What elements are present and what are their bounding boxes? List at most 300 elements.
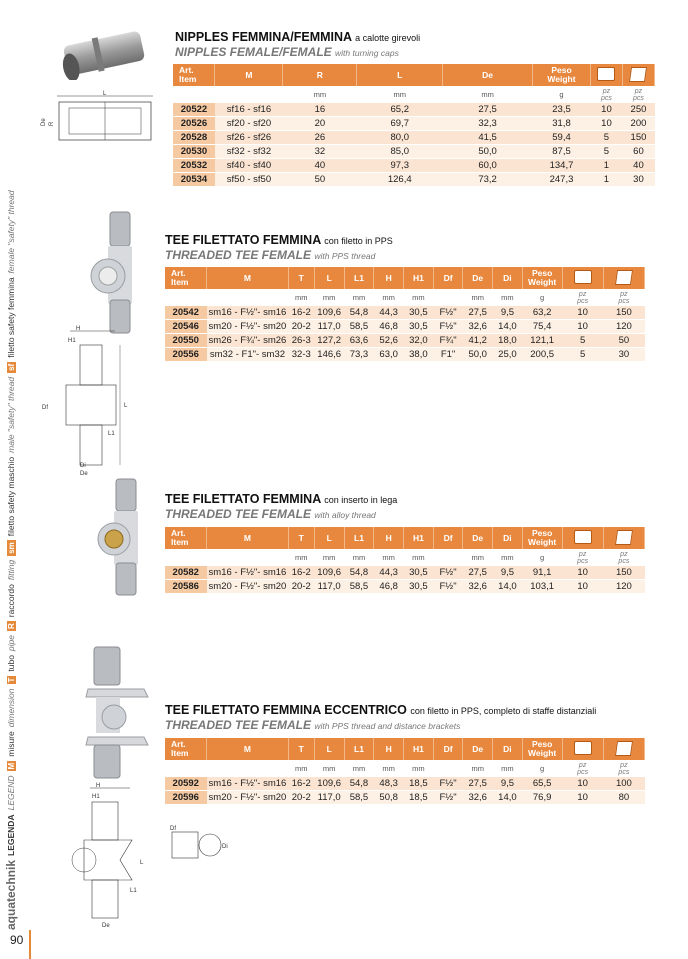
value-cell: 58,5 bbox=[344, 580, 374, 594]
value-cell: F½" bbox=[433, 306, 463, 320]
value-cell: 73,3 bbox=[344, 348, 374, 362]
unit-cell: mm bbox=[471, 293, 484, 302]
value-cell: F½" bbox=[433, 777, 463, 791]
value-cell: 117,0 bbox=[314, 580, 344, 594]
value-cell: 50,8 bbox=[374, 791, 404, 805]
unit-cell bbox=[215, 86, 283, 103]
value-cell: 146,6 bbox=[314, 348, 344, 362]
page-number-bar bbox=[29, 930, 31, 959]
legend-label-en: LEGEND bbox=[6, 775, 16, 811]
pack-box-icon-header bbox=[603, 527, 644, 549]
value-cell: sm20 - F½"- sm20 bbox=[208, 581, 287, 592]
tag-t: T bbox=[6, 677, 16, 683]
value-cell: 60 bbox=[622, 145, 654, 159]
value-cell: 10 bbox=[590, 103, 622, 117]
dim-label-h: H bbox=[96, 783, 101, 789]
legend-sm-it: filetto safety maschio bbox=[6, 456, 16, 537]
unit-cell: g bbox=[540, 293, 545, 302]
value-cell: 63,6 bbox=[344, 334, 374, 348]
column-header: Art. Item bbox=[173, 64, 215, 86]
table-row bbox=[165, 320, 645, 334]
section2-title: TEE FILETTATO FEMMINA con filetto in PPS bbox=[165, 233, 393, 247]
unit-cell: pz pcs bbox=[577, 761, 589, 776]
value-cell: sf20 - sf20 bbox=[215, 117, 283, 131]
legend-label: LEGENDA bbox=[6, 814, 16, 856]
value-cell: sm16 - F½"- sm16 bbox=[208, 567, 287, 578]
unit-cell: mm bbox=[295, 764, 308, 773]
unit-cell: mm bbox=[322, 293, 336, 302]
unit-cell: pz pcs bbox=[618, 550, 630, 565]
value-cell: 58,5 bbox=[344, 791, 374, 805]
value-cell: 46,8 bbox=[374, 580, 404, 594]
value-cell: 58,5 bbox=[344, 320, 374, 334]
section4-title: TEE FILETTATO FEMMINA ECCENTRICO con filetto in PPS, completo di staffe distanziali bbox=[165, 703, 597, 717]
legend-m-en: dimension bbox=[6, 688, 16, 728]
value-cell: 32,6 bbox=[463, 580, 493, 594]
item-code-cell: 20528 bbox=[173, 131, 215, 145]
unit-cell: mm bbox=[471, 553, 484, 562]
value-cell: 30,5 bbox=[404, 306, 434, 320]
value-cell: 127,2 bbox=[314, 334, 344, 348]
column-header: Df bbox=[433, 267, 463, 289]
value-cell: 32,3 bbox=[443, 117, 533, 131]
item-code-cell: 20532 bbox=[173, 159, 215, 173]
value-cell: 54,8 bbox=[344, 777, 374, 791]
column-header: M bbox=[207, 738, 289, 760]
column-header: Peso Weight bbox=[533, 64, 591, 86]
column-header: H bbox=[374, 527, 404, 549]
value-cell: 26-3 bbox=[288, 334, 314, 348]
value-cell: sf16 - sf16 bbox=[215, 103, 283, 117]
legend-t-it: tubo bbox=[6, 655, 16, 672]
value-cell: 126,4 bbox=[357, 173, 443, 187]
item-code-cell: 20530 bbox=[173, 145, 215, 159]
value-cell: 27,5 bbox=[463, 566, 493, 580]
column-header: Art. Item bbox=[165, 527, 207, 549]
column-header: Peso Weight bbox=[522, 738, 562, 760]
value-cell: 5 bbox=[590, 131, 622, 145]
column-header: H bbox=[374, 267, 404, 289]
value-cell: F½" bbox=[433, 580, 463, 594]
column-header: L bbox=[314, 738, 344, 760]
value-cell: 117,0 bbox=[314, 791, 344, 805]
value-cell: 120 bbox=[603, 320, 644, 334]
legend-t-en: pipe bbox=[6, 634, 16, 652]
value-cell: 109,6 bbox=[314, 777, 344, 791]
value-cell: F¾" bbox=[433, 334, 463, 348]
nipple-drawing bbox=[35, 90, 155, 150]
value-cell: 117,0 bbox=[314, 320, 344, 334]
column-header: H1 bbox=[404, 527, 434, 549]
section3-subtitle: THREADED TEE FEMALE with alloy thread bbox=[165, 507, 376, 521]
unit-cell bbox=[433, 549, 463, 566]
value-cell: 18,5 bbox=[404, 791, 434, 805]
value-cell: 10 bbox=[562, 566, 603, 580]
value-cell: 109,6 bbox=[314, 566, 344, 580]
column-header: M bbox=[207, 267, 289, 289]
pack-small-icon-header bbox=[562, 527, 603, 549]
value-cell: F½" bbox=[433, 320, 463, 334]
column-header: Peso Weight bbox=[522, 527, 562, 549]
value-cell: 5 bbox=[562, 348, 603, 362]
value-cell: 32-3 bbox=[288, 348, 314, 362]
value-cell: 23,5 bbox=[533, 103, 591, 117]
column-header: De bbox=[463, 527, 493, 549]
value-cell: 1 bbox=[590, 159, 622, 173]
unit-cell: g bbox=[559, 90, 564, 99]
dim-label-h: H bbox=[76, 326, 81, 332]
table-row bbox=[165, 306, 645, 320]
value-cell: 80 bbox=[603, 791, 644, 805]
column-header: Di bbox=[493, 267, 523, 289]
unit-cell bbox=[433, 289, 463, 306]
table-row bbox=[173, 117, 655, 131]
value-cell: 9,5 bbox=[493, 566, 523, 580]
column-header: Di bbox=[493, 738, 523, 760]
unit-cell: mm bbox=[295, 293, 308, 302]
section2-subtitle: THREADED TEE FEMALE with PPS thread bbox=[165, 248, 376, 262]
table-nipples bbox=[173, 64, 655, 187]
value-cell: 26 bbox=[283, 131, 357, 145]
dim-label-di: Di bbox=[80, 463, 86, 469]
unit-cell: mm bbox=[352, 553, 366, 562]
unit-cell: mm bbox=[393, 90, 406, 99]
value-cell: 14,0 bbox=[493, 580, 523, 594]
column-header: Di bbox=[493, 527, 523, 549]
value-cell: 20-2 bbox=[288, 320, 314, 334]
value-cell: 16-2 bbox=[288, 777, 314, 791]
value-cell: 32 bbox=[283, 145, 357, 159]
value-cell: sm16 - F½"- sm16 bbox=[208, 307, 287, 318]
value-cell: 44,3 bbox=[374, 306, 404, 320]
item-code-cell: 20592 bbox=[165, 777, 207, 791]
small-pack-icon bbox=[574, 270, 592, 284]
section1-subtitle: NIPPLES FEMALE/FEMALE with turning caps bbox=[175, 45, 399, 59]
legend-sf-en: female "safety" thread bbox=[6, 190, 16, 274]
column-header: H1 bbox=[404, 738, 434, 760]
section3-title: TEE FILETTATO FEMMINA con inserto in lega bbox=[165, 492, 398, 506]
value-cell: 30 bbox=[622, 173, 654, 187]
value-cell: sm32 - F1"- sm32 bbox=[207, 348, 289, 362]
legend-r-it: raccordo bbox=[6, 584, 16, 618]
units-row bbox=[165, 760, 645, 777]
table-tee-alloy bbox=[165, 527, 645, 594]
unit-cell: pz pcs bbox=[618, 761, 630, 776]
column-header: Art. Item bbox=[165, 267, 207, 289]
value-cell: 16-2 bbox=[288, 306, 314, 320]
value-cell: 54,8 bbox=[344, 306, 374, 320]
value-cell: 200,5 bbox=[522, 348, 562, 362]
value-cell: 20-2 bbox=[288, 580, 314, 594]
value-cell: 40 bbox=[622, 159, 654, 173]
column-header: L bbox=[314, 267, 344, 289]
value-cell: 120 bbox=[603, 580, 644, 594]
tag-sm: sm bbox=[6, 542, 16, 554]
table-tee-pps bbox=[165, 267, 645, 362]
value-cell: 30,5 bbox=[404, 566, 434, 580]
table-tee-eccentric bbox=[165, 738, 645, 805]
unit-cell: mm bbox=[471, 764, 484, 773]
value-cell: 41,5 bbox=[443, 131, 533, 145]
unit-cell: pz pcs bbox=[601, 87, 612, 102]
value-cell: 30 bbox=[603, 348, 644, 362]
value-cell: 14,0 bbox=[493, 320, 523, 334]
unit-cell: g bbox=[540, 553, 545, 562]
tee-alloy-photo bbox=[94, 477, 156, 597]
legend-m-it: misure bbox=[6, 731, 16, 757]
value-cell: 63,2 bbox=[522, 306, 562, 320]
value-cell: 10 bbox=[562, 580, 603, 594]
value-cell: F½" bbox=[433, 566, 463, 580]
unit-cell: mm bbox=[501, 553, 514, 562]
column-header: M bbox=[207, 527, 289, 549]
unit-cell bbox=[165, 760, 207, 777]
page-number: 90 bbox=[10, 933, 24, 947]
value-cell: sf50 - sf50 bbox=[215, 173, 283, 187]
dim-label-l: L bbox=[103, 91, 107, 97]
item-code-cell: 20542 bbox=[165, 306, 207, 320]
item-code-cell: 20596 bbox=[165, 791, 207, 805]
section1-title: NIPPLES FEMMINA/FEMMINA a calotte girevoli bbox=[175, 30, 421, 44]
value-cell: 32,6 bbox=[463, 791, 493, 805]
table-header-row bbox=[173, 64, 655, 86]
value-cell: 97,3 bbox=[357, 159, 443, 173]
table-row bbox=[173, 159, 655, 173]
value-cell: sf40 - sf40 bbox=[215, 159, 283, 173]
value-cell: 69,7 bbox=[357, 117, 443, 131]
value-cell: 73,2 bbox=[443, 173, 533, 187]
item-code-cell: 20556 bbox=[165, 348, 207, 362]
value-cell: 100 bbox=[603, 777, 644, 791]
value-cell: 65,2 bbox=[357, 103, 443, 117]
value-cell: 10 bbox=[590, 117, 622, 131]
value-cell: 80,0 bbox=[357, 131, 443, 145]
pack-box-icon-header bbox=[603, 738, 644, 760]
unit-cell: mm bbox=[322, 553, 336, 562]
value-cell: 40 bbox=[283, 159, 357, 173]
value-cell: 10 bbox=[562, 791, 603, 805]
dim-label-l1: L1 bbox=[130, 888, 137, 894]
column-header: M bbox=[215, 64, 283, 86]
column-header: T bbox=[288, 527, 314, 549]
value-cell: 63,0 bbox=[374, 348, 404, 362]
small-pack-icon bbox=[574, 530, 592, 544]
unit-cell: mm bbox=[412, 293, 425, 302]
value-cell: 87,5 bbox=[533, 145, 591, 159]
value-cell: sm20 - F½"- sm20 bbox=[208, 792, 287, 803]
table-row bbox=[165, 566, 645, 580]
value-cell: 16 bbox=[283, 103, 357, 117]
tee-pps-photo bbox=[86, 210, 152, 335]
unit-cell bbox=[165, 289, 207, 306]
column-header: Df bbox=[433, 527, 463, 549]
legend-sm-en: male "safety" thread bbox=[6, 376, 16, 453]
value-cell: 200 bbox=[622, 117, 654, 131]
small-pack-icon bbox=[597, 67, 615, 81]
legend-r-en: fitting bbox=[6, 559, 16, 581]
value-cell: sf26 - sf26 bbox=[215, 131, 283, 145]
column-header: T bbox=[288, 267, 314, 289]
tag-sf: sf bbox=[6, 363, 16, 371]
value-cell: 247,3 bbox=[533, 173, 591, 187]
column-header: Peso Weight bbox=[522, 267, 562, 289]
carton-box-icon bbox=[615, 530, 633, 545]
item-code-cell: 20522 bbox=[173, 103, 215, 117]
value-cell: 54,8 bbox=[344, 566, 374, 580]
column-header: H bbox=[374, 738, 404, 760]
value-cell: 9,5 bbox=[493, 777, 523, 791]
dim-label-l: L bbox=[124, 403, 128, 409]
dim-label-r: R bbox=[49, 121, 55, 126]
value-cell: 16-2 bbox=[288, 566, 314, 580]
table-row bbox=[173, 173, 655, 187]
unit-cell: mm bbox=[382, 293, 395, 302]
unit-cell: mm bbox=[382, 553, 395, 562]
column-header: De bbox=[443, 64, 533, 86]
unit-cell: pz pcs bbox=[633, 87, 644, 102]
pack-small-icon-header bbox=[590, 64, 622, 86]
unit-cell: pz pcs bbox=[577, 290, 589, 305]
value-cell: 20-2 bbox=[288, 791, 314, 805]
column-header: L bbox=[357, 64, 443, 86]
unit-cell: mm bbox=[352, 293, 366, 302]
value-cell: 50,0 bbox=[443, 145, 533, 159]
value-cell: 250 bbox=[622, 103, 654, 117]
value-cell: 48,3 bbox=[374, 777, 404, 791]
section4-subtitle: THREADED TEE FEMALE with PPS thread and distance brackets bbox=[165, 718, 461, 732]
unit-cell: mm bbox=[295, 553, 308, 562]
dim-label-de: De bbox=[80, 471, 88, 477]
column-header: T bbox=[288, 738, 314, 760]
table-row bbox=[165, 348, 645, 362]
column-header: L1 bbox=[344, 738, 374, 760]
column-header: Df bbox=[433, 738, 463, 760]
value-cell: 91,1 bbox=[522, 566, 562, 580]
value-cell: 150 bbox=[622, 131, 654, 145]
tee-pps-drawing bbox=[40, 325, 130, 477]
value-cell: 59,4 bbox=[533, 131, 591, 145]
dim-label-di: Di bbox=[222, 844, 228, 850]
value-cell: 85,0 bbox=[357, 145, 443, 159]
unit-cell: mm bbox=[501, 764, 514, 773]
value-cell: 10 bbox=[562, 777, 603, 791]
unit-cell: mm bbox=[501, 293, 514, 302]
small-pack-icon bbox=[574, 741, 592, 755]
value-cell: sf32 - sf32 bbox=[215, 145, 283, 159]
column-header: De bbox=[463, 267, 493, 289]
unit-cell bbox=[165, 549, 207, 566]
value-cell: 46,8 bbox=[374, 320, 404, 334]
units-row bbox=[173, 86, 655, 103]
value-cell: 134,7 bbox=[533, 159, 591, 173]
value-cell: 30,5 bbox=[404, 320, 434, 334]
value-cell: 20 bbox=[283, 117, 357, 131]
table-row bbox=[165, 580, 645, 594]
item-code-cell: 20546 bbox=[165, 320, 207, 334]
unit-cell: pz pcs bbox=[577, 550, 589, 565]
units-row bbox=[165, 289, 645, 306]
tag-m: M bbox=[6, 762, 16, 770]
value-cell: 27,5 bbox=[463, 306, 493, 320]
value-cell: 44,3 bbox=[374, 566, 404, 580]
value-cell: 75,4 bbox=[522, 320, 562, 334]
value-cell: sm20 - F½"- sm20 bbox=[208, 321, 287, 332]
table-row bbox=[165, 334, 645, 348]
tag-r: R bbox=[6, 623, 16, 629]
value-cell: 76,9 bbox=[522, 791, 562, 805]
table-row bbox=[173, 145, 655, 159]
dim-label-l: L bbox=[140, 860, 144, 866]
column-header: L1 bbox=[344, 527, 374, 549]
value-cell: 10 bbox=[562, 320, 603, 334]
pack-box-icon-header bbox=[603, 267, 644, 289]
value-cell: 60,0 bbox=[443, 159, 533, 173]
unit-cell: mm bbox=[313, 90, 327, 99]
column-header: Art. Item bbox=[165, 738, 207, 760]
column-header: L1 bbox=[344, 267, 374, 289]
value-cell: 150 bbox=[603, 306, 644, 320]
value-cell: 32,0 bbox=[404, 334, 434, 348]
value-cell: 65,5 bbox=[522, 777, 562, 791]
value-cell: 5 bbox=[562, 334, 603, 348]
value-cell: sm16 - F½"- sm16 bbox=[208, 778, 287, 789]
dim-label-h1: H1 bbox=[92, 794, 100, 800]
value-cell: 31,8 bbox=[533, 117, 591, 131]
dim-label-de: De bbox=[102, 923, 110, 929]
value-cell: 38,0 bbox=[404, 348, 434, 362]
value-cell: sm26 - F¾"- sm26 bbox=[208, 335, 287, 346]
column-header: L bbox=[314, 527, 344, 549]
value-cell: 25,0 bbox=[493, 348, 523, 362]
table-row bbox=[173, 131, 655, 145]
value-cell: 109,6 bbox=[314, 306, 344, 320]
item-code-cell: 20582 bbox=[165, 566, 207, 580]
value-cell: 5 bbox=[590, 145, 622, 159]
value-cell: 150 bbox=[603, 566, 644, 580]
value-cell: 1 bbox=[590, 173, 622, 187]
value-cell: 18,5 bbox=[404, 777, 434, 791]
item-code-cell: 20586 bbox=[165, 580, 207, 594]
item-code-cell: 20526 bbox=[173, 117, 215, 131]
pack-box-icon-header bbox=[622, 64, 654, 86]
value-cell: 52,6 bbox=[374, 334, 404, 348]
column-header: R bbox=[283, 64, 357, 86]
dim-label-df: Df bbox=[42, 405, 48, 411]
value-cell: 50 bbox=[603, 334, 644, 348]
unit-cell: mm bbox=[352, 764, 366, 773]
value-cell: 27,5 bbox=[443, 103, 533, 117]
unit-cell: pz pcs bbox=[618, 290, 630, 305]
units-row bbox=[165, 549, 645, 566]
value-cell: 41,2 bbox=[463, 334, 493, 348]
unit-cell: mm bbox=[481, 90, 494, 99]
value-cell: 10 bbox=[562, 306, 603, 320]
pack-small-icon-header bbox=[562, 267, 603, 289]
carton-box-icon bbox=[629, 67, 647, 82]
value-cell: F1" bbox=[433, 348, 463, 362]
value-cell: 9,5 bbox=[493, 306, 523, 320]
item-code-cell: 20550 bbox=[165, 334, 207, 348]
value-cell: 18,0 bbox=[493, 334, 523, 348]
table-row bbox=[165, 791, 645, 805]
value-cell: 103,1 bbox=[522, 580, 562, 594]
unit-cell bbox=[207, 549, 289, 566]
table-header-row bbox=[165, 738, 645, 760]
unit-cell: mm bbox=[412, 553, 425, 562]
table-header-row bbox=[165, 267, 645, 289]
column-header: De bbox=[463, 738, 493, 760]
table-row bbox=[173, 103, 655, 117]
